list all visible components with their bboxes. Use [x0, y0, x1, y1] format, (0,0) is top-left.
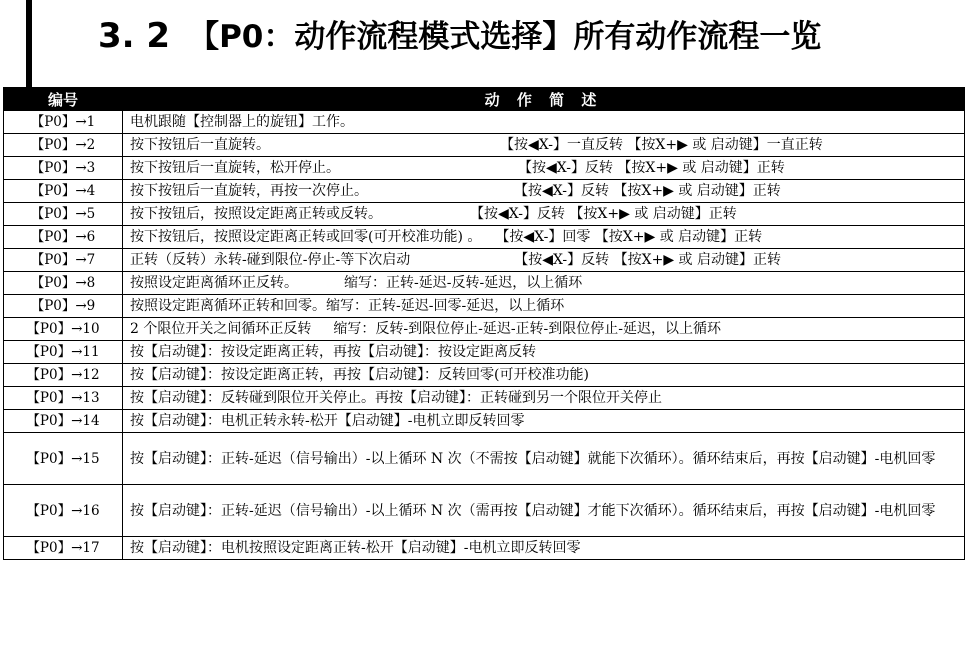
row-code: 【P0】→14 [4, 410, 123, 433]
row-description-keys: 【按◀X-】反转 【按X+▶ 或 启动键】正转 [470, 206, 737, 222]
row-code: 【P0】→13 [4, 387, 123, 410]
row-description [123, 111, 965, 134]
row-code: 【P0】→16 [4, 485, 123, 537]
row-code: 【P0】→8 [4, 272, 123, 295]
row-code: 【P0】→5 [4, 203, 123, 226]
row-code: 【P0】→15 [4, 433, 123, 485]
section-side-bar [26, 0, 32, 101]
row-description-main: 按【启动键】：正转-延迟（信号输出）-以上循环 N 次（需再按【启动键】才能下次循环）。循环结束后，再按【启动键】-电机回零 [130, 502, 936, 519]
row-description-main: 按下按钮后，按照设定距离正转或回零(可开校准功能) 。 [130, 229, 482, 245]
table-row [4, 433, 965, 485]
row-description [123, 433, 965, 485]
row-description [123, 295, 965, 318]
row-code: 【P0】→7 [4, 249, 123, 272]
row-code: 【P0】→9 [4, 295, 123, 318]
section-number: 3. 2 [98, 16, 171, 56]
row-description-keys: 缩写：反转-到限位停止-延迟-正转-到限位停止-延迟，以上循环 [333, 321, 722, 337]
table-row [4, 272, 965, 295]
row-description [123, 157, 965, 180]
header-description: 动 作 简 述 [123, 88, 965, 111]
table-row [4, 295, 965, 318]
row-description-main: 按下按钮后一直旋转，松开停止。 [130, 160, 340, 176]
row-description-main: 按【启动键】：反转碰到限位开关停止。再按【启动键】：正转碰到另一个限位开关停止 [130, 390, 662, 406]
row-code: 【P0】→12 [4, 364, 123, 387]
row-code: 【P0】→17 [4, 537, 123, 560]
row-description [123, 410, 965, 433]
row-description [123, 341, 965, 364]
row-description-keys: 【按◀X-】回零 【按X+▶ 或 启动键】正转 [495, 229, 763, 245]
table-header-row [4, 88, 965, 111]
row-description-main: 按下按钮后一直旋转。 [130, 137, 270, 153]
row-description-main: 按照设定距离循环正转和回零。缩写：正转-延迟-回零-延迟，以上循环 [130, 298, 565, 314]
row-description-keys: 【按◀X-】反转 【按X+▶ 或 启动键】正转 [514, 252, 781, 268]
row-description [123, 203, 965, 226]
row-description [123, 387, 965, 410]
table-row [4, 410, 965, 433]
table-row [4, 387, 965, 410]
row-description [123, 226, 965, 249]
table-row [4, 485, 965, 537]
row-description-main: 正转（反转）永转-碰到限位-停止-等下次启动 [130, 252, 411, 268]
row-description-keys: 【按◀X-】反转 【按X+▶ 或 启动键】正转 [514, 183, 781, 199]
row-code: 【P0】→4 [4, 180, 123, 203]
row-description-main: 按下按钮后一直旋转，再按一次停止。 [130, 183, 368, 199]
row-description [123, 134, 965, 157]
table-row [4, 249, 965, 272]
table-row [4, 134, 965, 157]
row-description-main: 2 个限位开关之间循环正反转 [130, 321, 312, 337]
table-row [4, 537, 965, 560]
section-title [98, 16, 821, 57]
row-code: 【P0】→6 [4, 226, 123, 249]
row-code: 【P0】→10 [4, 318, 123, 341]
table-row [4, 180, 965, 203]
row-code: 【P0】→1 [4, 111, 123, 134]
row-description [123, 180, 965, 203]
table-row [4, 203, 965, 226]
row-code: 【P0】→3 [4, 157, 123, 180]
table-row [4, 111, 965, 134]
row-description-main: 按【启动键】：按设定距离正转，再按【启动键】：按设定距离反转 [130, 344, 536, 360]
row-description-main: 电机跟随【控制器上的旋钮】工作。 [130, 114, 354, 130]
row-description-main: 按下按钮后，按照设定距离正转或反转。 [130, 206, 382, 222]
row-description-keys: 缩写：正转-延迟-反转-延迟，以上循环 [344, 275, 583, 291]
row-description [123, 364, 965, 387]
row-description-main: 按【启动键】：正转-延迟（信号输出）-以上循环 N 次（不需按【启动键】就能下次循环）。循环结束后，再按【启动键】-电机回零 [130, 450, 936, 467]
row-description [123, 272, 965, 295]
flow-table [3, 87, 965, 560]
table-row [4, 226, 965, 249]
row-description-main: 按照设定距离循环正反转。 [130, 275, 298, 291]
row-description [123, 318, 965, 341]
row-description [123, 537, 965, 560]
row-description-keys: 【按◀X-】反转 【按X+▶ 或 启动键】正转 [518, 160, 785, 176]
table-row [4, 157, 965, 180]
table-row [4, 318, 965, 341]
header-code: 编号 [4, 88, 123, 111]
section-heading: 【P0：动作流程模式选择】所有动作流程一览 [188, 19, 822, 55]
table-row [4, 364, 965, 387]
row-description-main: 按【启动键】：按设定距离正转，再按【启动键】：反转回零(可开校准功能) [130, 367, 589, 383]
row-description-main: 按【启动键】：电机按照设定距离正转-松开【启动键】-电机立即反转回零 [130, 540, 581, 556]
row-description [123, 485, 965, 537]
table-row [4, 341, 965, 364]
row-code: 【P0】→2 [4, 134, 123, 157]
row-code: 【P0】→11 [4, 341, 123, 364]
row-description-main: 按【启动键】：电机正转永转-松开【启动键】-电机立即反转回零 [130, 413, 525, 429]
row-description [123, 249, 965, 272]
row-description-keys: 【按◀X-】一直反转 【按X+▶ 或 启动键】一直正转 [500, 137, 823, 153]
